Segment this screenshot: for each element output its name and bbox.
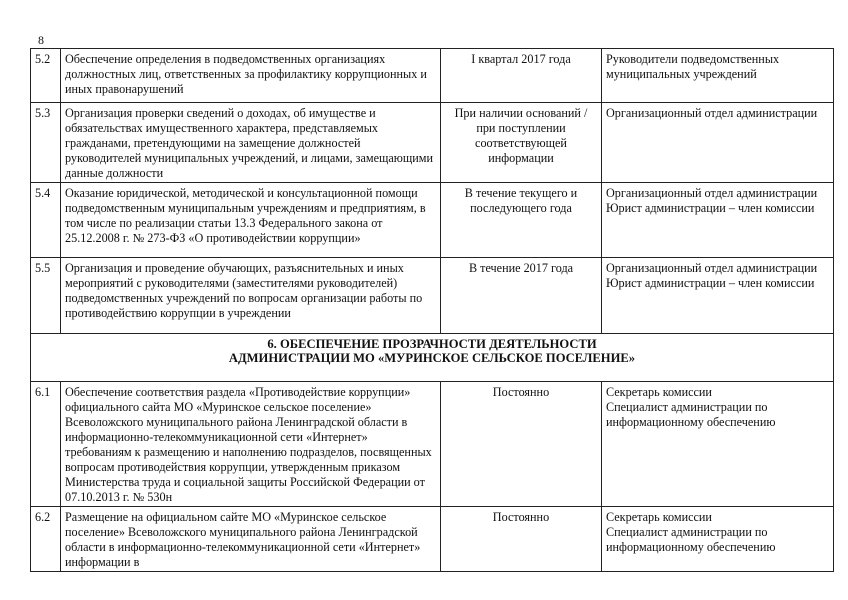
table-row <box>31 382 834 507</box>
measures-table <box>30 48 834 572</box>
responsible-line: Организационный отдел администрации <box>606 106 818 120</box>
row-number: 6.2 <box>31 507 61 572</box>
row-number: 6.1 <box>31 382 61 507</box>
measure-term: В течение 2017 года <box>441 258 602 334</box>
measure-responsible <box>602 507 834 572</box>
row-number: 5.4 <box>31 183 61 258</box>
measure-responsible <box>602 382 834 507</box>
measure-term: Постоянно <box>441 507 602 572</box>
measure-text: Оказание юридической, методической и консультационной помощи подведомственным муниципальным учреждениям и предприятиям, в том числе по реализации статьи 13.3 Федерального закона от 25.12.2008 г. № 273-ФЗ «О противодействии коррупции» <box>61 183 441 258</box>
measure-term: При наличии оснований / при поступлении соответствующей информации <box>441 103 602 183</box>
measure-text: Обеспечение соответствия раздела «Противодействие коррупции» официального сайта МО «Муринское сельское поселение» Всеволожского муниципального района Ленинградской области в информационно-телекоммуникационной сети «Интернет» требованиям к размещению и наполнению подразделов, посвященных вопросам противодействия коррупции, утвержденным приказом Министерства труда и социальной защиты Российской Федерации от 07.10.2013 г. № 530н <box>61 382 441 507</box>
measure-text: Организация и проведение обучающих, разъяснительных и иных мероприятий с руководителями (заместителями руководителей) подведомственных учреждений по вопросам организации работы по противодействию коррупции в учреждении <box>61 258 441 334</box>
measure-responsible <box>602 183 834 258</box>
section-header-row <box>31 334 834 382</box>
table-row <box>31 507 834 572</box>
measure-responsible <box>602 103 834 183</box>
responsible-line: Организационный отдел администрации <box>606 261 818 275</box>
measure-text: Обеспечение определения в подведомственных организациях должностных лиц, ответственных за профилактику коррупционных и иных правонарушений <box>61 49 441 103</box>
measure-text: Организация проверки сведений о доходах, об имуществе и обязательствах имущественного характера, представляемых гражданами, претендующими на замещение должностей руководителей муниципальных учреждений, и лицами, замещающими данные должности <box>61 103 441 183</box>
responsible-line: Юрист администрации – член комиссии <box>606 276 815 290</box>
responsible-line: Секретарь комиссии <box>606 385 712 399</box>
measure-term: Постоянно <box>441 382 602 507</box>
row-number: 5.2 <box>31 49 61 103</box>
responsible-line: Руководители подведомственных муниципальных учреждений <box>606 52 780 81</box>
table-row <box>31 183 834 258</box>
row-number: 5.3 <box>31 103 61 183</box>
measure-responsible <box>602 258 834 334</box>
measure-term: I квартал 2017 года <box>441 49 602 103</box>
responsible-line: Секретарь комиссии <box>606 510 712 524</box>
table-row <box>31 49 834 103</box>
section-title-line: АДМИНИСТРАЦИИ МО «МУРИНСКОЕ СЕЛЬСКОЕ ПОСЕЛЕНИЕ» <box>228 351 636 365</box>
measure-responsible <box>602 49 834 103</box>
responsible-line: Юрист администрации – член комиссии <box>606 201 815 215</box>
table-row <box>31 258 834 334</box>
measure-term: В течение текущего и последующего года <box>441 183 602 258</box>
responsible-line: Организационный отдел администрации <box>606 186 818 200</box>
table-row <box>31 103 834 183</box>
responsible-line: Специалист администрации по информационному обеспечению <box>606 400 776 429</box>
section-heading <box>31 334 834 382</box>
section-title-line: 6. ОБЕСПЕЧЕНИЕ ПРОЗРАЧНОСТИ ДЕЯТЕЛЬНОСТИ <box>267 337 597 351</box>
responsible-line: Специалист администрации по информационному обеспечению <box>606 525 776 554</box>
page-number: 8 <box>38 33 44 47</box>
row-number: 5.5 <box>31 258 61 334</box>
measure-text: Размещение на официальном сайте МО «Муринское сельское поселение» Всеволожского муниципального района Ленинградской области в информационно-телекоммуникационной сети «Интернет» информации в <box>61 507 441 572</box>
